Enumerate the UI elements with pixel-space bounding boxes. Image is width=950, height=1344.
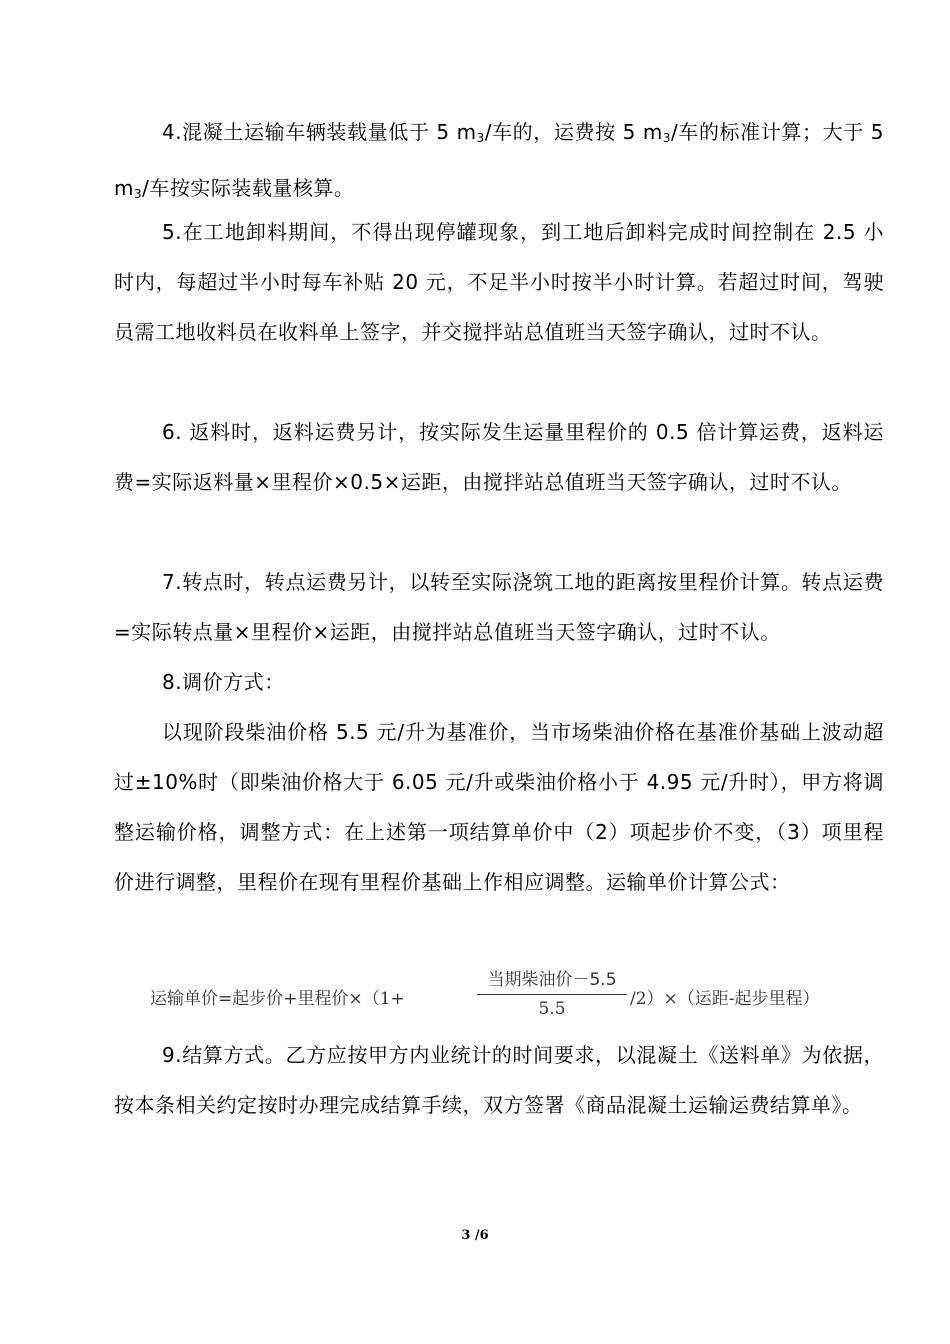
- clause-8-heading: 8.调价方式：: [162, 670, 285, 694]
- clause-7: 7.转点时，转点运费另计，以转至实际浇筑工地的距离按里程价计算。转点运费=实际转点量×里程价×运距，由搅拌站总值班当天签字确认，过时不认。: [114, 570, 884, 644]
- clause-6: 6. 返料时，返料运费另计，按实际发生运量里程价的 0.5 倍计算运费，返料运费=实际返料量×里程价×0.5×运距，由搅拌站总值班当天签字确认，过时不认。: [114, 420, 884, 494]
- clause-5: 5.在工地卸料期间，不得出现停罐现象，到工地后卸料完成时间控制在 2.5 小时内，每超过半小时每车补贴 20 元，不足半小时按半小时计算。若超过时间，驾驶员需工地收料员在收料单上签字，并交搅拌站总值班当天签字确认，过时不认。: [114, 220, 884, 344]
- formula-numerator: 当期柴油价－5.5: [487, 970, 617, 990]
- formula-fraction: [477, 968, 627, 1021]
- clause-4: [114, 107, 884, 219]
- clause-4-text-b: /车的，运费按 5 m: [484, 120, 663, 144]
- clause-4-sub-2: 3: [662, 131, 671, 145]
- page-number: 3 /6: [461, 1228, 489, 1243]
- clause-8-body: 以现阶段柴油价格 5.5 元/升为基准价，当市场柴油价格在基准价基础上波动超过±10%时（即柴油价格大于 6.05 元/升或柴油价格小于 4.95 元/升时），甲方将调整运输价格，调整方式：在上述第一项结算单价中（2）项起步价不变，（3）项里程价进行调整，里程价在现有里程价基础上作相应调整。运输单价计算公式：: [114, 720, 884, 894]
- formula-denominator: 5.5: [538, 999, 566, 1019]
- price-formula: [150, 968, 890, 1028]
- formula-right: /2）×（运距-起步里程）: [630, 989, 820, 1009]
- fraction-bar: [477, 994, 627, 995]
- clause-4-sub-1: 3: [476, 131, 485, 145]
- clause-4-sub-3: 3: [133, 187, 143, 201]
- clause-4-text-d: /车按实际装载量核算。: [142, 176, 355, 200]
- clause-4-text-c: /车的标准计算；大于 5 m: [114, 120, 884, 200]
- formula-left: 运输单价=起步价+里程价×（1+: [150, 989, 405, 1009]
- clause-9: 9.结算方式。乙方应按甲方内业统计的时间要求，以混凝土《送料单》为依据，按本条相关约定按时办理完成结算手续，双方签署《商品混凝土运输运费结算单》。: [114, 1043, 884, 1117]
- clause-4-text-a: 4.混凝土运输车辆装载量低于 5 m: [162, 120, 477, 144]
